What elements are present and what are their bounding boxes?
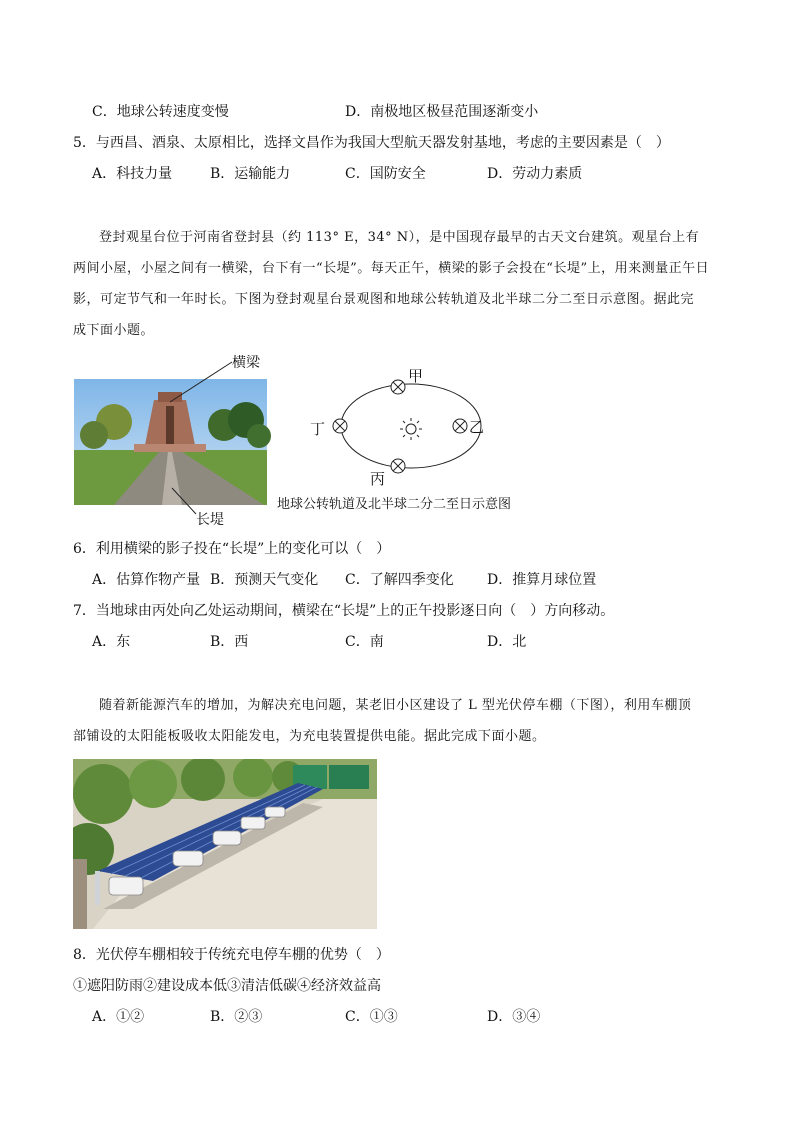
passage-line: 两间小屋，小屋之间有一横梁，台下有一“长堤”。每天正午，横梁的影子会投在“长堤”上，用来测量正午日 bbox=[73, 261, 710, 276]
q5-option-b: B．运输能力 bbox=[210, 166, 291, 182]
q5-option-d: D．劳动力素质 bbox=[487, 166, 583, 182]
passage-line: 成下面小题。 bbox=[73, 323, 155, 338]
label-bing: 丙 bbox=[370, 470, 386, 488]
q8-option-c: C．①③ bbox=[345, 1009, 398, 1025]
label-dike: 长堤 bbox=[196, 512, 224, 528]
q6-option-c: C．了解四季变化 bbox=[345, 572, 454, 588]
q7-option-b: B．西 bbox=[210, 634, 249, 650]
q4-option-d: D．南极地区极昼范围逐渐变小 bbox=[345, 104, 539, 120]
q7-option-c: C．南 bbox=[345, 634, 384, 650]
q5-option-a: A．科技力量 bbox=[92, 166, 173, 182]
q8-statements: ①遮阳防雨②建设成本低③清洁低碳④经济效益高 bbox=[73, 978, 381, 994]
q6-option-a: A．估算作物产量 bbox=[92, 572, 201, 588]
q7-stem: 7．当地球由丙处向乙处运动期间，横梁在“长堤”上的正午投影逐日向（ ）方向移动。 bbox=[73, 603, 615, 619]
orbit-diagram bbox=[300, 362, 500, 490]
q8-stem: 8．光伏停车棚相较于传统充电停车棚的优势（ ） bbox=[73, 947, 390, 963]
orbit-caption: 地球公转轨道及北半球二分二至日示意图 bbox=[277, 497, 512, 512]
label-jia: 甲 bbox=[408, 367, 424, 385]
q5-option-c: C．国防安全 bbox=[345, 166, 426, 182]
q6-option-b: B．预测天气变化 bbox=[210, 572, 319, 588]
q7-option-d: D．北 bbox=[487, 634, 527, 650]
q4-option-c: C．地球公转速度变慢 bbox=[92, 104, 229, 120]
passage-line: 部铺设的太阳能板吸收太阳能发电，为充电装置提供电能。据此完成下面小题。 bbox=[73, 729, 546, 744]
sun-icon bbox=[400, 418, 422, 440]
label-ding: 丁 bbox=[310, 420, 326, 438]
q8-option-b: B．②③ bbox=[210, 1009, 263, 1025]
passage-line: 随着新能源汽车的增加，为解决充电问题，某老旧小区建设了 L 型光伏停车棚（下图），利用车棚顶 bbox=[99, 698, 692, 713]
label-yi: 乙 bbox=[469, 418, 485, 436]
solar-carport-photo bbox=[73, 759, 377, 929]
passage-solar-carport bbox=[73, 690, 723, 752]
q8-option-d: D．③④ bbox=[487, 1009, 541, 1025]
observatory-photo bbox=[74, 350, 274, 528]
q6-stem: 6．利用横梁的影子投在“长堤”上的变化可以（ ） bbox=[73, 541, 391, 557]
q6-option-d: D．推算月球位置 bbox=[487, 572, 597, 588]
earth-jia-icon bbox=[391, 380, 405, 394]
passage-observatory bbox=[73, 222, 723, 346]
q8-option-a: A．①② bbox=[92, 1009, 145, 1025]
earth-yi-icon bbox=[453, 419, 467, 433]
label-beam: 横梁 bbox=[232, 355, 260, 371]
q5-stem: 5．与西昌、酒泉、太原相比，选择文昌作为我国大型航天器发射基地，考虑的主要因素是（ ） bbox=[73, 135, 670, 151]
q7-option-a: A．东 bbox=[92, 634, 131, 650]
earth-bing-icon bbox=[391, 459, 405, 473]
passage-line: 登封观星台位于河南省登封县（约 113° E，34° N），是中国现存最早的古天文台建筑。观星台上有 bbox=[99, 230, 700, 245]
earth-ding-icon bbox=[333, 419, 347, 433]
passage-line: 影，可定节气和一年时长。下图为登封观星台景观图和地球公转轨道及北半球二分二至日示意图。据此完 bbox=[73, 292, 695, 307]
